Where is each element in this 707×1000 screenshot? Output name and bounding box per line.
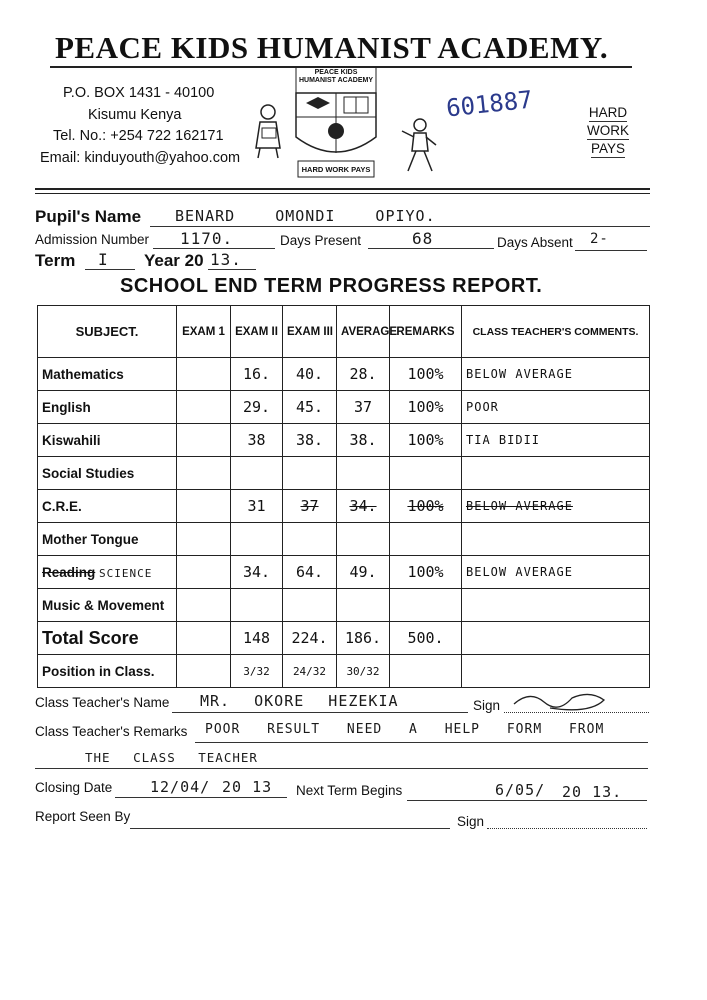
header-exam1: EXAM 1 (177, 306, 231, 358)
exam1-cell (177, 523, 231, 556)
exam2-cell: 148 (231, 622, 283, 655)
comment-cell: POOR (462, 391, 650, 424)
exam2-cell: 38 (231, 424, 283, 457)
motto (583, 104, 633, 158)
report-seen-by-line (130, 828, 450, 829)
teacher-signature (510, 688, 610, 716)
email-address: Email: kinduyouth@yahoo.com (40, 150, 241, 166)
term-label: Term (35, 251, 76, 270)
pupil-name-label: Pupil's Name (35, 207, 142, 226)
exam1-cell (177, 457, 231, 490)
term-line (85, 269, 135, 270)
header-remarks: REMARKS (390, 306, 462, 358)
header-average: AVERAGE (337, 306, 390, 358)
exam2-cell: 29. (231, 391, 283, 424)
comment-cell (462, 622, 650, 655)
exam2-cell: 31 (231, 490, 283, 523)
sign-2-label: Sign (457, 814, 485, 829)
year-value: 13. (210, 250, 242, 269)
divider-1 (35, 188, 650, 190)
remarks-value-2: THE CLASS TEACHER (85, 750, 258, 765)
average-cell: 49. (337, 556, 390, 589)
table-row (38, 358, 650, 391)
days-absent-label: Days Absent (497, 235, 573, 250)
table-row (38, 457, 650, 490)
exam1-cell (177, 490, 231, 523)
remarks-cell: 100% (390, 490, 462, 523)
phone-number: Tel. No.: +254 722 162171 (53, 128, 224, 144)
table-header-row (38, 306, 650, 358)
subject-cell: Music & Movement (38, 589, 177, 622)
comment-cell: BELOW AVERAGE (462, 556, 650, 589)
remarks-cell (390, 457, 462, 490)
year-line (208, 269, 256, 270)
subject-cell: C.R.E. (38, 490, 177, 523)
table-row (38, 589, 650, 622)
exam1-cell (177, 655, 231, 688)
subject-struck: Reading (42, 564, 96, 580)
address-line-1: P.O. BOX 1431 - 40100 (63, 85, 215, 101)
comment-cell (462, 523, 650, 556)
next-term-year: 20 13. (562, 783, 623, 801)
report-title: SCHOOL END TERM PROGRESS REPORT. (120, 275, 543, 297)
remarks-cell: 100% (390, 556, 462, 589)
remarks-cell (390, 589, 462, 622)
average-cell: 186. (337, 622, 390, 655)
remarks-cell: 100% (390, 424, 462, 457)
exam1-cell (177, 589, 231, 622)
comment-cell (462, 655, 650, 688)
comment-cell (462, 589, 650, 622)
exam2-cell (231, 589, 283, 622)
subject-cell: English (38, 391, 177, 424)
average-cell: 34. (337, 490, 390, 523)
marks-table (37, 305, 650, 688)
average-cell (337, 523, 390, 556)
closing-date-label: Closing Date (35, 780, 113, 795)
days-present-label: Days Present (280, 233, 362, 248)
subject-added: SCIENCE (99, 566, 153, 580)
subject-cell: Total Score (38, 622, 177, 655)
remarks-cell: 100% (390, 358, 462, 391)
subject-cell (38, 556, 177, 589)
handwritten-number: 601887 (444, 85, 534, 123)
address-line-2: Kisumu Kenya (88, 107, 182, 123)
table-row (38, 490, 650, 523)
closing-date-line (115, 797, 287, 798)
sign-2-line (487, 828, 647, 829)
table-row (38, 424, 650, 457)
comment-cell: BELOW AVERAGE (462, 358, 650, 391)
average-cell: 28. (337, 358, 390, 391)
table-row (38, 622, 650, 655)
days-present-line (368, 248, 494, 249)
exam3-cell: 38. (283, 424, 337, 457)
exam1-cell (177, 391, 231, 424)
exam1-cell (177, 622, 231, 655)
report-seen-by-label: Report Seen By (35, 809, 131, 824)
crest-top-text: PEACE KIDS HUMANIST ACADEMY (298, 69, 374, 84)
reading-child-icon (250, 100, 290, 160)
teacher-name-value: MR. OKORE HEZEKIA (200, 692, 399, 710)
subject-cell: Mother Tongue (38, 523, 177, 556)
exam2-cell (231, 457, 283, 490)
exam2-cell: 16. (231, 358, 283, 391)
average-cell (337, 457, 390, 490)
average-cell: 37 (337, 391, 390, 424)
term-value: I (98, 250, 109, 269)
next-term-value: 6/05/ (495, 781, 546, 799)
crest-banner-text: HARD WORK PAYS (301, 165, 371, 174)
subject-cell: Mathematics (38, 358, 177, 391)
teacher-name-line (172, 712, 468, 713)
exam3-cell: 224. (283, 622, 337, 655)
table-row (38, 523, 650, 556)
exam3-cell: 24/32 (283, 655, 337, 688)
remarks-cell: 100% (390, 391, 462, 424)
teacher-name-label: Class Teacher's Name (35, 695, 170, 710)
running-child-icon (398, 115, 440, 175)
exam1-cell (177, 556, 231, 589)
exam2-cell (231, 523, 283, 556)
remarks-cell: 500. (390, 622, 462, 655)
remarks-value-1: POOR RESULT NEED A HELP FORM FROM (205, 722, 605, 737)
exam2-cell: 34. (231, 556, 283, 589)
subject-cell: Social Studies (38, 457, 177, 490)
average-cell: 30/32 (337, 655, 390, 688)
sign-label: Sign (473, 698, 501, 713)
remarks-cell (390, 523, 462, 556)
divider-2 (35, 193, 650, 194)
exam3-cell: 37 (283, 490, 337, 523)
subject-cell: Position in Class. (38, 655, 177, 688)
remarks-line-2 (35, 768, 648, 769)
exam3-cell (283, 589, 337, 622)
header-exam3: EXAM III (283, 306, 337, 358)
admission-line (153, 248, 275, 249)
comment-cell: BELOW AVERAGE (462, 490, 650, 523)
exam3-cell: 64. (283, 556, 337, 589)
admission-value: 1170. (180, 229, 234, 248)
exam3-cell (283, 523, 337, 556)
pupil-name-value: BENARD OMONDI OPIYO. (175, 207, 436, 225)
exam1-cell (177, 358, 231, 391)
admission-label: Admission Number (35, 232, 150, 247)
table-row (38, 556, 650, 589)
motto-line-2: WORK (587, 123, 629, 138)
motto-line-1: HARD (588, 105, 628, 120)
remarks-cell (390, 655, 462, 688)
year-label: Year 20 (144, 251, 204, 270)
header-exam2: EXAM II (231, 306, 283, 358)
exam3-cell: 45. (283, 391, 337, 424)
closing-date-value: 12/04/ (150, 778, 211, 796)
average-cell (337, 589, 390, 622)
header-comments: CLASS TEACHER'S COMMENTS. (462, 306, 650, 358)
exam3-cell (283, 457, 337, 490)
days-absent-line (575, 250, 647, 251)
table-row (38, 391, 650, 424)
comment-cell (462, 457, 650, 490)
comment-cell: TIA BIDII (462, 424, 650, 457)
remarks-line-1 (195, 742, 648, 743)
remarks-label: Class Teacher's Remarks (35, 724, 188, 739)
average-cell: 38. (337, 424, 390, 457)
exam3-cell: 40. (283, 358, 337, 391)
table-row (38, 655, 650, 688)
exam2-cell: 3/32 (231, 655, 283, 688)
days-absent-value: 2- (590, 231, 609, 247)
next-term-label: Next Term Begins (296, 783, 403, 798)
pupil-name-line (150, 226, 650, 227)
exam1-cell (177, 424, 231, 457)
header-subject: SUBJECT. (38, 306, 177, 358)
subject-cell: Kiswahili (38, 424, 177, 457)
days-present-value: 68 (412, 229, 434, 248)
school-crest (294, 65, 378, 180)
closing-date-year: 20 13 (222, 778, 273, 796)
motto-line-3: PAYS (590, 141, 625, 156)
school-name: PEACE KIDS HUMANIST ACADEMY. (55, 30, 609, 65)
